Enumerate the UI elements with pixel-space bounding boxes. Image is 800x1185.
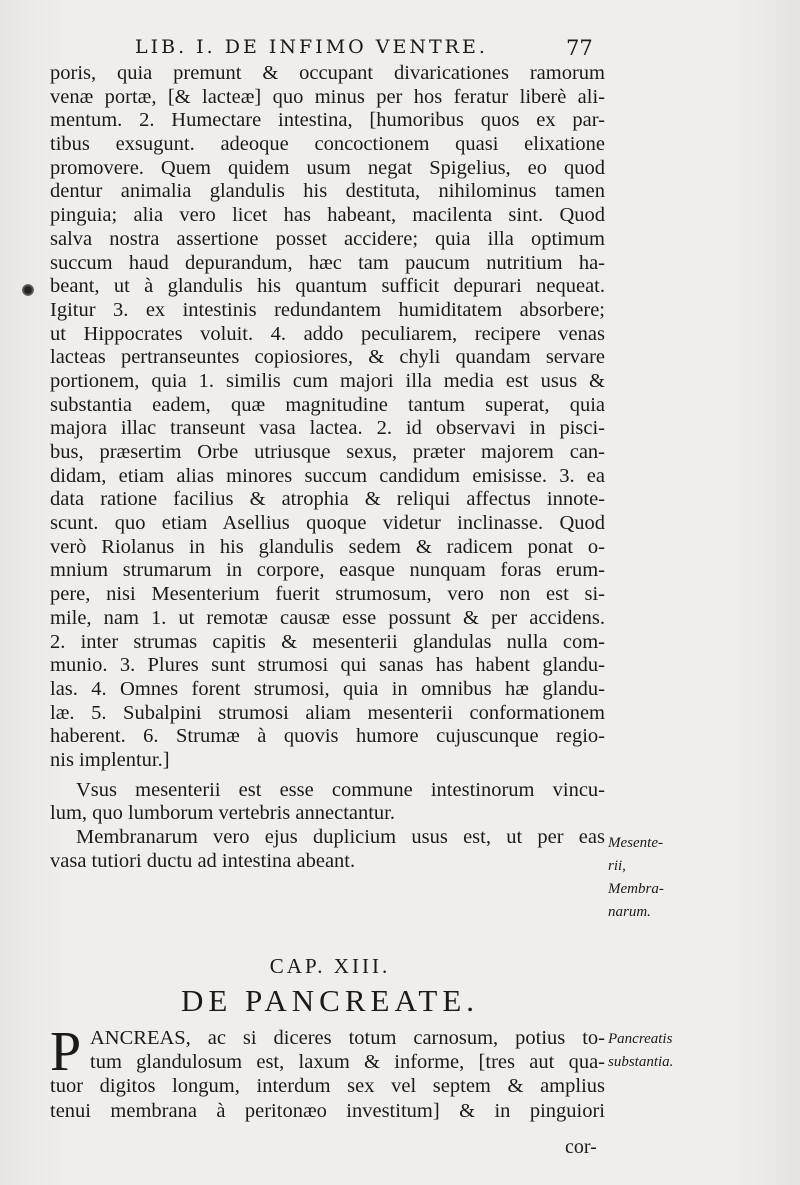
text-line: nis implentur.] — [50, 748, 170, 771]
text-line: ut Hippocrates voluit. 4. addo peculiarem, recipere venas — [50, 322, 605, 345]
chapter-text — [50, 1021, 605, 1123]
text-line: scunt. quo etiam Asellius quoque videtur inclinasse. Quod — [50, 512, 605, 535]
text-line: poris, quia premunt & occupant divaricationes ramorum — [50, 62, 605, 84]
usus-line: Vsus mesenterii est esse commune intestinorum vincu- — [76, 778, 605, 801]
text-line: mnium strumarum in corpore, easque nunquam foras erum- — [50, 559, 605, 582]
page-number: 77 — [566, 36, 593, 60]
margin-note-pancreatis — [608, 1028, 673, 1074]
text-line: substantia eadem, quæ magnitudine tantum superat, quia — [50, 393, 605, 416]
text-line: lacteas pertranseuntes copiosiores, & chyli quandam servare — [50, 346, 605, 369]
text-line: tibus exsugunt. adeoque concoctionem quasi elixatione — [50, 133, 605, 156]
chapter-title: DE PANCREATE. — [180, 983, 480, 1018]
margin-note-line: substantia. — [608, 1054, 674, 1070]
chapter-label: CAP. XIII. — [269, 954, 391, 978]
text-line: pinguia; alia vero licet has habeant, macilenta sint. Quod — [50, 204, 605, 227]
chapter-line: tum glandulosum est, laxum & informe, [tres aut qua- — [90, 1051, 605, 1074]
chapter-line: tuor digitos longum, interdum sex vel septem & amplius — [50, 1075, 605, 1098]
text-line: las. 4. Omnes forent strumosi, quia in omnibus hæ glandu- — [50, 677, 605, 700]
text-line: dentur animalia glandulis his destituta, nihilominus tamen — [50, 180, 605, 203]
margin-note-line: Membra- — [608, 881, 664, 897]
usus-line: lum, quo lumborum vertebris annectantur. — [50, 802, 396, 825]
text-line: haberent. 6. Strumæ à quovis humore cujuscunque regio- — [50, 725, 605, 748]
body-text — [50, 62, 605, 873]
text-line: læ. 5. Subalpini strumosi aliam mesenterii conformationem — [50, 701, 605, 724]
running-head: LIB. I. DE INFIMO VENTRE. — [135, 36, 488, 58]
text-line: succum haud depurandum, hæc tam paucum nutritium ha- — [50, 251, 605, 274]
text-line: beant, ut à glandulis his quantum sufficit depurari nequeat. — [50, 275, 605, 298]
margin-note-line: Pancreatis — [608, 1031, 673, 1047]
text-line: promovere. Quem quidem usum negat Spigelius, eo quod — [50, 156, 605, 179]
text-line: majora illac transeunt vasa lactea. 2. id observavi in pisci- — [50, 417, 605, 440]
text-line: bus, præsertim Orbe utriusque sexus, præter majorem can- — [50, 441, 605, 463]
text-line: salva nostra assertione posset accidere; quia illa optimum — [50, 227, 605, 250]
usus-line: Membranarum vero ejus duplicium usus est, ut per eas — [76, 826, 605, 848]
drop-cap: P — [50, 1021, 82, 1083]
catchword: cor- — [565, 1136, 597, 1158]
text-line: munio. 3. Plures sunt strumosi qui sanas has habent glandu- — [50, 654, 605, 677]
margin-note-line: Mesente- — [608, 835, 663, 851]
chapter-line: tenui membrana à peritonæo investitum] & in pinguiori — [50, 1099, 605, 1122]
text-line: Igitur 3. ex intestinis redundantem humiditatem absorbere; — [50, 298, 605, 321]
text-line: didam, etiam alias minores succum candidum emisisse. 3. ea — [50, 464, 605, 487]
usus-line: vasa tutiori ductu ad intestina abeant. — [50, 849, 356, 872]
margin-note-line: narum. — [608, 904, 651, 920]
chapter-line: ANCREAS, ac si diceres totum carnosum, potius to- — [90, 1027, 605, 1049]
margin-note-line: rii, — [608, 858, 626, 874]
text-line: pere, nisi Mesenterium fuerit strumosum, vero non est si- — [50, 583, 605, 606]
margin-ornament — [22, 284, 34, 296]
text-line: verò Riolanus in his glandulis sedem & radicem ponat o- — [50, 535, 605, 558]
text-line: data ratione facilius & atrophia & reliqui affectus innote- — [50, 488, 605, 511]
text-line: mile, nam 1. ut remotæ causæ esse possunt & per accidens. — [50, 606, 605, 629]
text-line: venæ portæ, [& lacteæ] quo minus per hos feratur liberè ali- — [50, 85, 605, 108]
text-line: mentum. 2. Humectare intestina, [humoribus quos ex par- — [50, 109, 605, 132]
margin-note-mesenterii — [608, 832, 664, 924]
text-line: 2. inter strumas capitis & mesenterii glandulas nulla com- — [50, 630, 605, 653]
text-line: portionem, quia 1. similis cum majori illa media est usus & — [50, 369, 605, 392]
